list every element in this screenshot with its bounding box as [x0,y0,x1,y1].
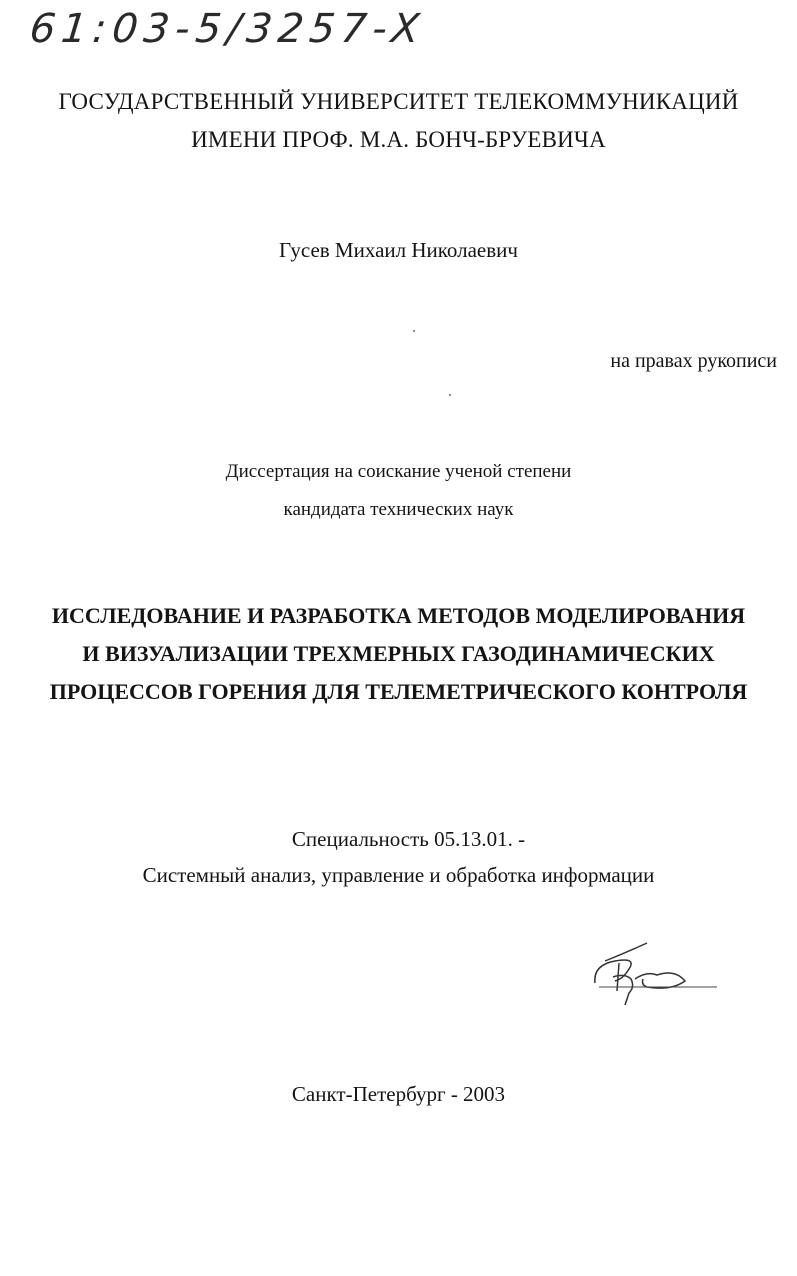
thesis-title [0,597,797,711]
university-name [0,83,797,159]
author-name: Гусев Михаил Николаевич [279,238,518,262]
dissertation-degree [0,453,797,529]
rights-note: на правах рукописи [610,350,777,372]
specialty-name: Системный анализ, управление и обработка информации [142,863,655,887]
archive-code-handwritten: 61:03-5/3257-X [27,6,428,52]
city-year: Санкт-Петербург - 2003 [291,1082,506,1106]
specialty [0,821,797,893]
university-line-2: ИМЕНИ ПРОФ. М.А. БОНЧ-БРУЕВИЧА [191,127,606,152]
scan-speck [449,394,451,396]
signature-stroke [635,973,685,988]
scan-speck [413,330,415,332]
signature-stroke [605,943,647,961]
title-line-2: И ВИЗУАЛИЗАЦИИ ТРЕХМЕРНЫХ ГАЗОДИНАМИЧЕСКИХ [82,641,715,666]
signature-stroke [595,960,631,983]
dissertation-line-2: кандидата технических наук [283,499,514,520]
title-line-3: ПРОЦЕССОВ ГОРЕНИЯ ДЛЯ ТЕЛЕМЕТРИЧЕСКОГО КОНТРОЛЯ [49,679,748,704]
university-line-1: ГОСУДАРСТВЕННЫЙ УНИВЕРСИТЕТ ТЕЛЕКОММУНИКАЦИЙ [58,89,739,114]
signature [585,935,725,1010]
dissertation-line-1: Диссертация на соискание ученой степени [225,461,572,482]
title-line-1: ИССЛЕДОВАНИЕ И РАЗРАБОТКА МЕТОДОВ МОДЕЛИРОВАНИЯ [51,603,746,628]
specialty-code: Специальность 05.13.01. - [291,827,526,851]
